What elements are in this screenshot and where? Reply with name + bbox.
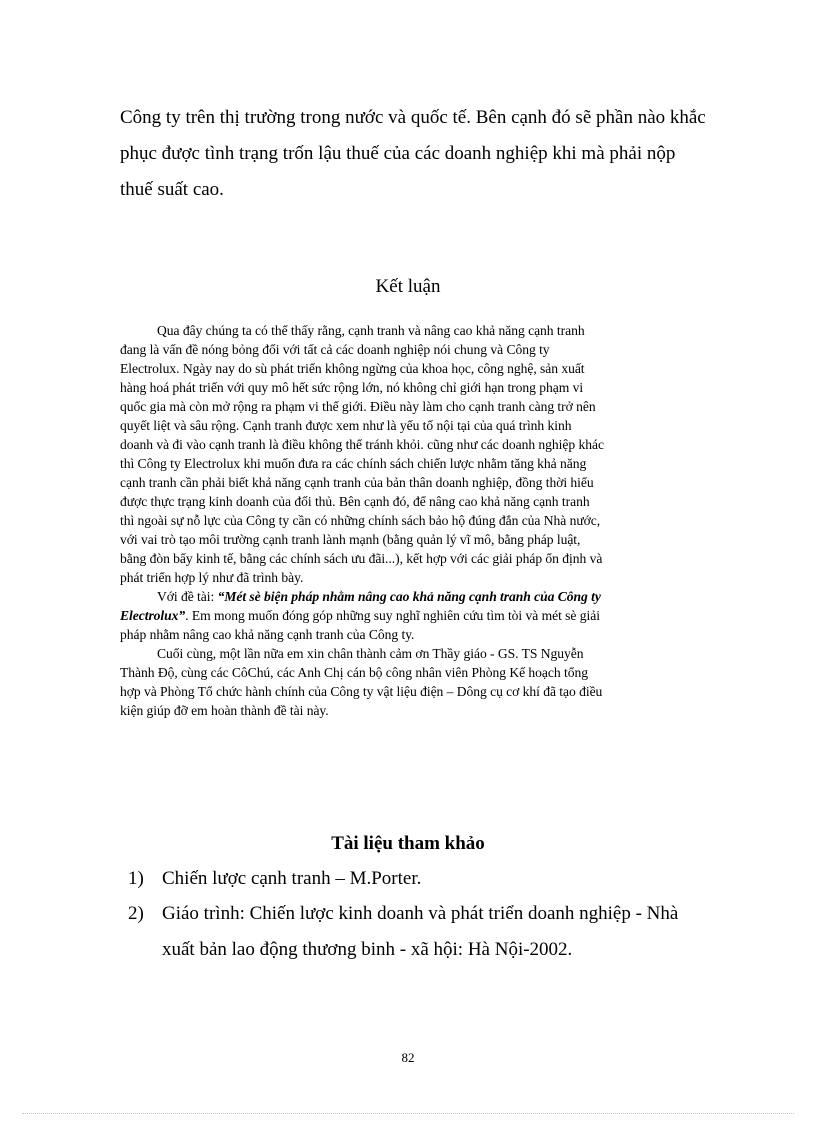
intro-line-2: phục được tình trạng trốn lậu thuế của các doanh nghiệp khi mà phải nộp (120, 143, 676, 164)
conclusion-line: Electrolux. Ngày nay do sù phát triển không ngừng của khoa học, công nghệ, sản xuất (120, 361, 585, 376)
topic-prefix: Với đề tài: (157, 589, 218, 604)
conclusion-line: quyết liệt và sâu rộng. Cạnh tranh được xem như là yếu tố nội tại của quá trình kinh (120, 418, 572, 433)
references-title: Tài liệu tham khảo (331, 833, 485, 854)
reference-number: 1) (128, 868, 144, 889)
reference-number: 2) (128, 903, 144, 924)
conclusion-line: thì Công ty Electrolux khi muốn đưa ra các chính sách chiến lược nhằm tăng khả năng (120, 456, 587, 471)
conclusion-line: hàng hoá phát triển với quy mô hết sức rộng lớn, nó không chỉ giới hạn trong phạm vi (120, 380, 584, 395)
topic-line-2 (120, 608, 600, 624)
page-bottom-divider (22, 1113, 794, 1114)
reference-text: Giáo trình: Chiến lược kinh doanh và phát triển doanh nghiệp - Nhà (162, 903, 679, 924)
conclusion-line: phát triển hợp lý như đã trình bày. (120, 570, 304, 585)
topic-line-3: pháp nhằm nâng cao khả năng cạnh tranh của Công ty. (120, 627, 415, 642)
page-number: 82 (401, 1050, 415, 1065)
thanks-line: hợp và Phòng Tổ chức hành chính của Công ty vật liệu điện – Dông cụ cơ khí đã tạo điều (120, 684, 603, 699)
conclusion-line: Qua đây chúng ta có thể thấy rằng, cạnh tranh và nâng cao khả năng cạnh tranh (157, 323, 585, 338)
topic-title-part1: “Mét sè biện pháp nhằm nâng cao khả năng cạnh tranh của Công ty (217, 589, 601, 604)
reference-text: xuất bản lao động thương binh - xã hội: Hà Nội-2002. (162, 939, 573, 960)
conclusion-line: với vai trò tạo môi trường cạnh tranh lành mạnh (bằng quản lý vĩ mô, bằng pháp luật, (120, 532, 581, 547)
topic-title-part2: Electrolux” (120, 608, 186, 623)
topic-suffix: . Em mong muốn đóng góp những suy nghĩ nghiên cứu tìm tòi và mét sè giải (185, 608, 600, 623)
intro-line-1: Công ty trên thị trường trong nước và quốc tế. Bên cạnh đó sẽ phần nào khắc (120, 107, 706, 128)
reference-text: Chiến lược cạnh tranh – M.Porter. (162, 868, 422, 889)
conclusion-line: cạnh tranh cần phải biết khả năng cạnh tranh của bản thân doanh nghiệp, đồng thời hiểu (120, 475, 594, 490)
reference-item (0, 868, 816, 894)
conclusion-line: được thực trạng kinh doanh của đối thủ. Bên cạnh đó, để nâng cao khả năng cạnh tranh (120, 494, 590, 509)
conclusion-line: bằng đòn bẩy kinh tế, bằng các chính sách ưu đãi...), kết hợp với các giải pháp ổn định và (120, 551, 603, 566)
thanks-line: kiện giúp đỡ em hoàn thành đề tài này. (120, 703, 329, 718)
thanks-line: Cuối cùng, một lần nữa em xin chân thành cảm ơn Thầy giáo - GS. TS Nguyễn (157, 646, 584, 661)
topic-line-1 (157, 589, 601, 605)
conclusion-line: thì ngoài sự nỗ lực của Công ty cần có những chính sách bảo hộ đúng đắn của Nhà nước, (120, 513, 601, 528)
intro-line-3: thuế suất cao. (120, 179, 224, 200)
thanks-line: Thành Độ, cùng các CôChú, các Anh Chị cán bộ công nhân viên Phòng Kế hoạch tổng (120, 665, 588, 680)
conclusion-line: quốc gia mà còn mở rộng ra phạm vi thế giới. Điều này làm cho cạnh tranh càng trở nên (120, 399, 596, 414)
reference-item-continued (0, 939, 816, 965)
conclusion-line: doanh và đi vào cạnh tranh là điều không thể tránh khỏi. cũng như các doanh nghiệp khác (120, 437, 604, 452)
conclusion-title: Kết luận (375, 276, 441, 297)
conclusion-line: đang là vấn đề nóng bỏng đối với tất cả các doanh nghiệp nói chung và Công ty (120, 342, 550, 357)
reference-item (0, 903, 816, 929)
